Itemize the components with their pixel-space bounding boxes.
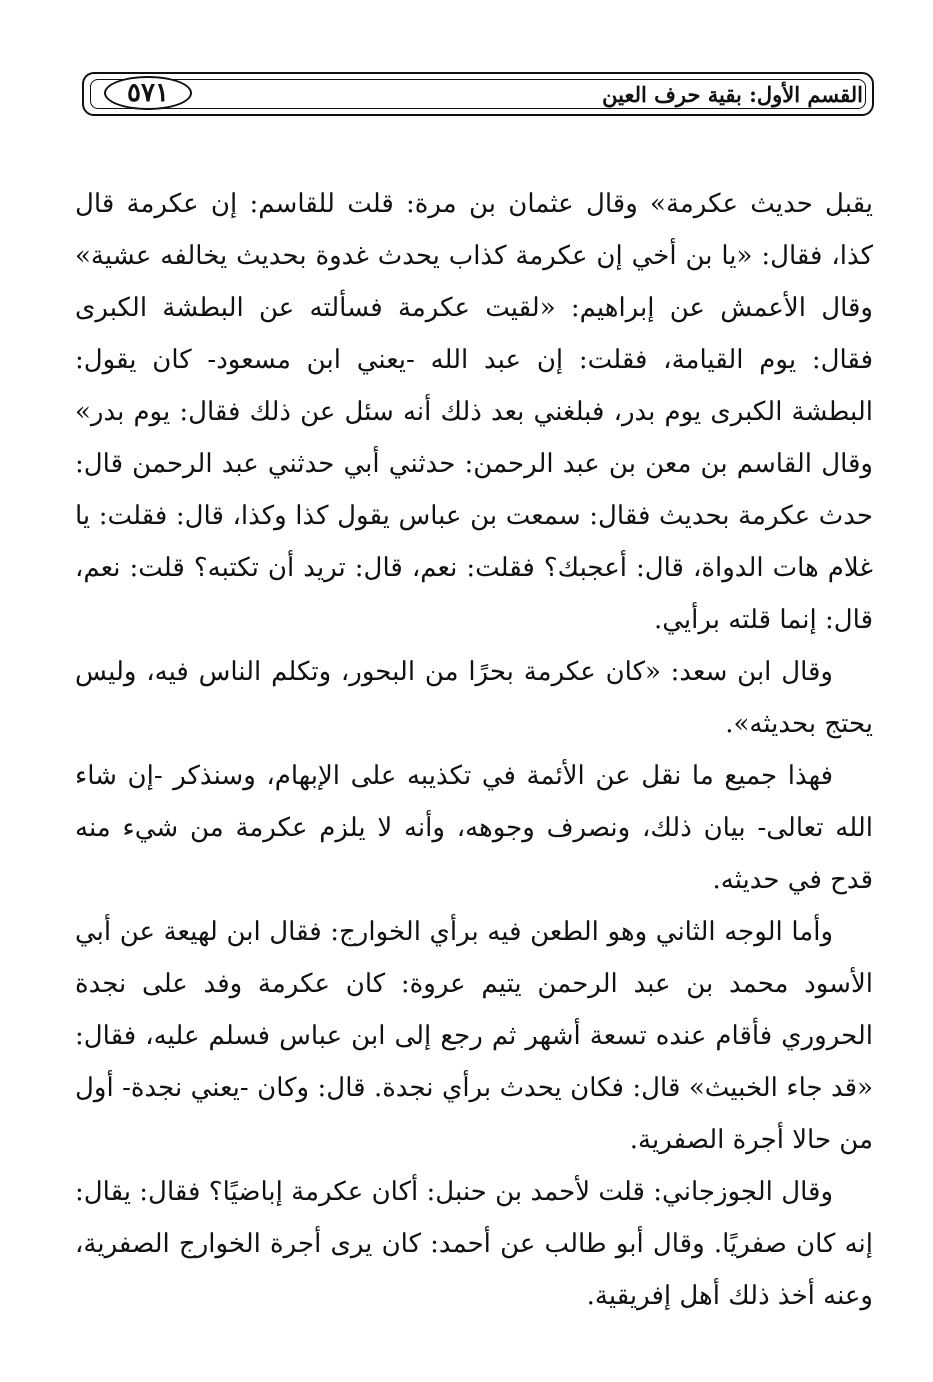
page-number: ٥٧١ [104, 76, 192, 110]
paragraph-jawzajani: وقال الجوزجاني: قلت لأحمد بن حنبل: أكان عكرمة إباضيًا؟ فقال: يقال: إنه كان صفريًا. وقال أبو طالب عن أحمد: كان يرى أجرة الخوارج الصفرية، وعنه أخذ ذلك أهل إفريقية. [75, 1177, 873, 1311]
section-title: القسم الأول: بقية حرف العين [602, 82, 863, 107]
paragraph-continuation: يقبل حديث عكرمة» وقال عثمان بن مرة: قلت للقاسم: إن عكرمة قال كذا، فقال: «يا بن أخي إن عكرمة كذاب يحدث غدوة بحديث يخالفه عشية» وقال الأعمش عن إبراهيم: «لقيت عكرمة فسألته عن البطشة الكبرى فقال: يوم القيامة، فقلت: إن عبد الله -يعني ابن مسعود- كان يقول: البطشة الكبرى يوم بدر، فبلغني بعد ذلك أنه سئل عن ذلك فقال: يوم بدر» وقال القاسم بن معن بن عبد الرحمن: حدثني أبي حدثني عبد الرحمن قال: حدث عكرمة بحديث فقال: سمعت بن عباس يقول كذا وكذا، قال: فقلت: يا غلام هات الدواة، قال: أعجبك؟ فقلت: نعم، قال: تريد أن تكتبه؟ قلت: نعم، قال: إنما قلته برأيي. [75, 189, 873, 635]
paragraph-ibn-saad: وقال ابن سعد: «كان عكرمة بحرًا من البحور، وتكلم الناس فيه، وليس يحتج بحديثه». [75, 657, 873, 739]
page-body [75, 178, 873, 1322]
paragraph-khawarij: وأما الوجه الثاني وهو الطعن فيه برأي الخوارج: فقال ابن لهيعة عن أبي الأسود محمد بن عبد الرحمن يتيم عروة: كان عكرمة وفد على نجدة الحروري فأقام عنده تسعة أشهر ثم رجع إلى ابن عباس فسلم عليه، فقال: «قد جاء الخبيث» قال: فكان يحدث برأي نجدة. قال: وكان -يعني نجدة- أول من حالا أجرة الصفرية. [75, 917, 873, 1155]
paragraph-summary: فهذا جميع ما نقل عن الأئمة في تكذيبه على الإبهام، وسنذكر -إن شاء الله تعالى- بيان ذلك، ونصرف وجوهه، وأنه لا يلزم عكرمة من شيء منه قدح في حديثه. [75, 761, 873, 895]
